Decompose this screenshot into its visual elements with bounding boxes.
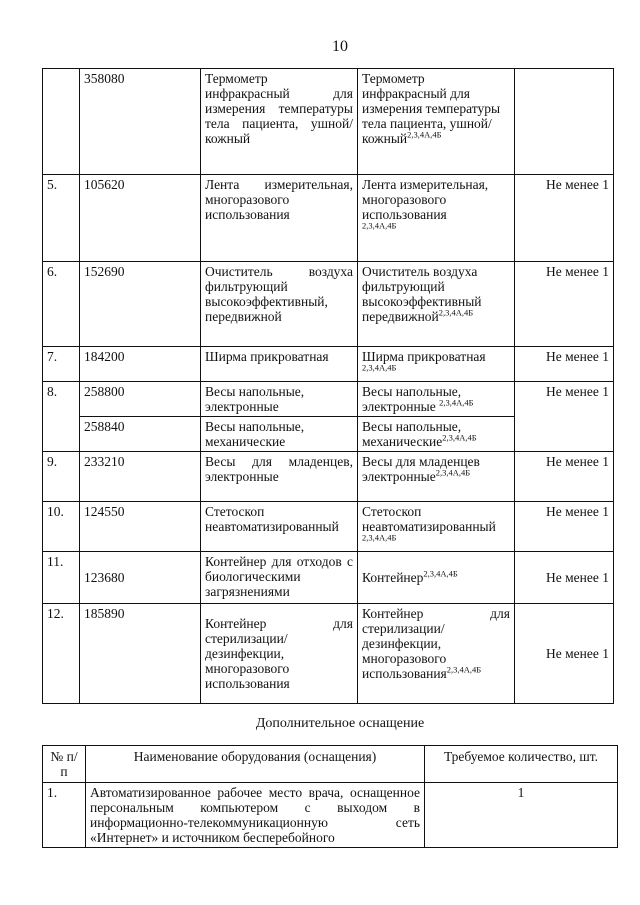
equipment-name-text: Лента измерительная, многоразового использования xyxy=(362,177,489,222)
equipment-name: Автоматизированное рабочее место врача, оснащенное персональным компьютером с выходом в информационно-телекоммуникационную сеть «Интернет» и источником бесперебойного xyxy=(86,783,425,848)
footnote-ref: 2,3,4А,4Б xyxy=(439,397,474,408)
footnote-ref: 2,3,4А,4Б xyxy=(423,568,458,579)
row-number: 12. xyxy=(43,604,80,704)
equipment-code: 258840 xyxy=(80,417,201,452)
equipment-name xyxy=(358,69,515,175)
equipment-name xyxy=(358,382,515,417)
equipment-type-name: Контейнер для отходов с биологическими загрязнениями xyxy=(201,552,358,604)
required-quantity: Не менее 1 xyxy=(515,347,614,382)
row-number: 10. xyxy=(43,502,80,552)
equipment-code: 185890 xyxy=(80,604,201,704)
table-row xyxy=(43,262,614,347)
equipment-name-text: Термометр инфракрасный для измерения температуры тела пациента, ушной/ кожный xyxy=(362,71,501,146)
equipment-code: 105620 xyxy=(80,175,201,262)
equipment-code: 233210 xyxy=(80,452,201,502)
equipment-name xyxy=(358,417,515,452)
table-row xyxy=(43,347,614,382)
footnote-ref: 2,3,4А,4Б xyxy=(362,220,397,231)
required-quantity: Не менее 1 xyxy=(515,552,614,604)
equipment-code: 124550 xyxy=(80,502,201,552)
required-quantity: Не менее 1 xyxy=(515,175,614,262)
header-number: № п/п xyxy=(43,746,86,783)
equipment-name-text: Очиститель воздуха фильтрующий высокоэффективный передвижной xyxy=(362,264,482,324)
row-number: 9. xyxy=(43,452,80,502)
row-number: 1. xyxy=(43,783,86,848)
equipment-name xyxy=(358,604,515,704)
equipment-type-name: Лента измерительная, многоразового использования xyxy=(201,175,358,262)
equipment-type-name: Контейнер для стерилизации/ дезинфекции, многоразового использования xyxy=(201,604,358,704)
equipment-name xyxy=(358,452,515,502)
header-quantity: Требуемое количество, шт. xyxy=(425,746,618,783)
row-number: 5. xyxy=(43,175,80,262)
equipment-type-name: Ширма прикроватная xyxy=(201,347,358,382)
row-number: 7. xyxy=(43,347,80,382)
section-subtitle: Дополнительное оснащение xyxy=(255,716,425,731)
equipment-type-name: Весы напольные, электронные xyxy=(201,382,358,417)
additional-equipment-table xyxy=(42,745,618,848)
equipment-name-text: Весы напольные, механические xyxy=(362,419,462,449)
row-number: 8. xyxy=(43,382,80,452)
equipment-name xyxy=(358,262,515,347)
footnote-ref: 2,3,4А,4Б xyxy=(407,129,442,140)
equipment-type-name: Весы напольные, механические xyxy=(201,417,358,452)
table-row xyxy=(43,552,614,604)
equipment-name xyxy=(358,552,515,604)
equipment-type-name: Весы для младенцев, электронные xyxy=(201,452,358,502)
required-quantity: Не менее 1 xyxy=(515,262,614,347)
equipment-code: 184200 xyxy=(80,347,201,382)
footnote-ref: 2,3,4А,4Б xyxy=(438,307,474,318)
table-row xyxy=(43,69,614,175)
page-number: 10 xyxy=(332,38,348,55)
equipment-type-name: Стетоскоп неавтоматизированный xyxy=(201,502,358,552)
equipment-name-text: Весы напольные, электронные xyxy=(362,384,462,414)
equipment-code: 152690 xyxy=(80,262,201,347)
equipment-table xyxy=(42,68,614,704)
required-quantity: Не менее 1 xyxy=(515,604,614,704)
equipment-code: 123680 xyxy=(80,552,201,604)
equipment-type-name: Очиститель воздуха фильтрующий высокоэффективный, передвижной xyxy=(201,262,358,347)
equipment-name-text: Весы для младенцев электронные xyxy=(362,454,480,484)
required-quantity xyxy=(515,69,614,175)
row-number: 6. xyxy=(43,262,80,347)
table-row xyxy=(43,382,614,417)
table-row xyxy=(43,502,614,552)
equipment-code: 358080 xyxy=(80,69,201,175)
equipment-type-name: Термометр инфракрасный для измерения температуры тела пациента, ушной/кожный xyxy=(201,69,358,175)
footnote-ref: 2,3,4А,4Б xyxy=(435,467,471,478)
header-name: Наименование оборудования (оснащения) xyxy=(86,746,425,783)
table-row xyxy=(43,175,614,262)
equipment-name-text: Контейнер xyxy=(362,570,424,585)
equipment-name-text: Ширма прикроватная xyxy=(362,349,486,364)
footnote-ref: 2,3,4А,4Б xyxy=(446,664,482,675)
footnote-ref: 2,3,4А,4Б xyxy=(442,432,477,443)
equipment-code: 258800 xyxy=(80,382,201,417)
equipment-name-text: Контейнер для стерилизации/ дезинфекции, многоразового использования xyxy=(362,606,510,681)
table-row xyxy=(43,604,614,704)
equipment-name xyxy=(358,347,515,382)
equipment-name xyxy=(358,175,515,262)
row-number xyxy=(43,69,80,175)
equipment-name-text: Стетоскоп неавтоматизированный xyxy=(362,504,496,534)
equipment-name xyxy=(358,502,515,552)
table-header-row xyxy=(43,746,618,783)
required-quantity: Не менее 1 xyxy=(515,382,614,452)
table-row xyxy=(43,452,614,502)
required-quantity: 1 xyxy=(425,783,618,848)
table-row xyxy=(43,783,618,848)
footnote-ref: 2,3,4А,4Б xyxy=(362,362,397,373)
required-quantity: Не менее 1 xyxy=(515,452,614,502)
row-number: 11. xyxy=(43,552,80,604)
footnote-ref: 2,3,4А,4Б xyxy=(362,532,397,543)
required-quantity: Не менее 1 xyxy=(515,502,614,552)
